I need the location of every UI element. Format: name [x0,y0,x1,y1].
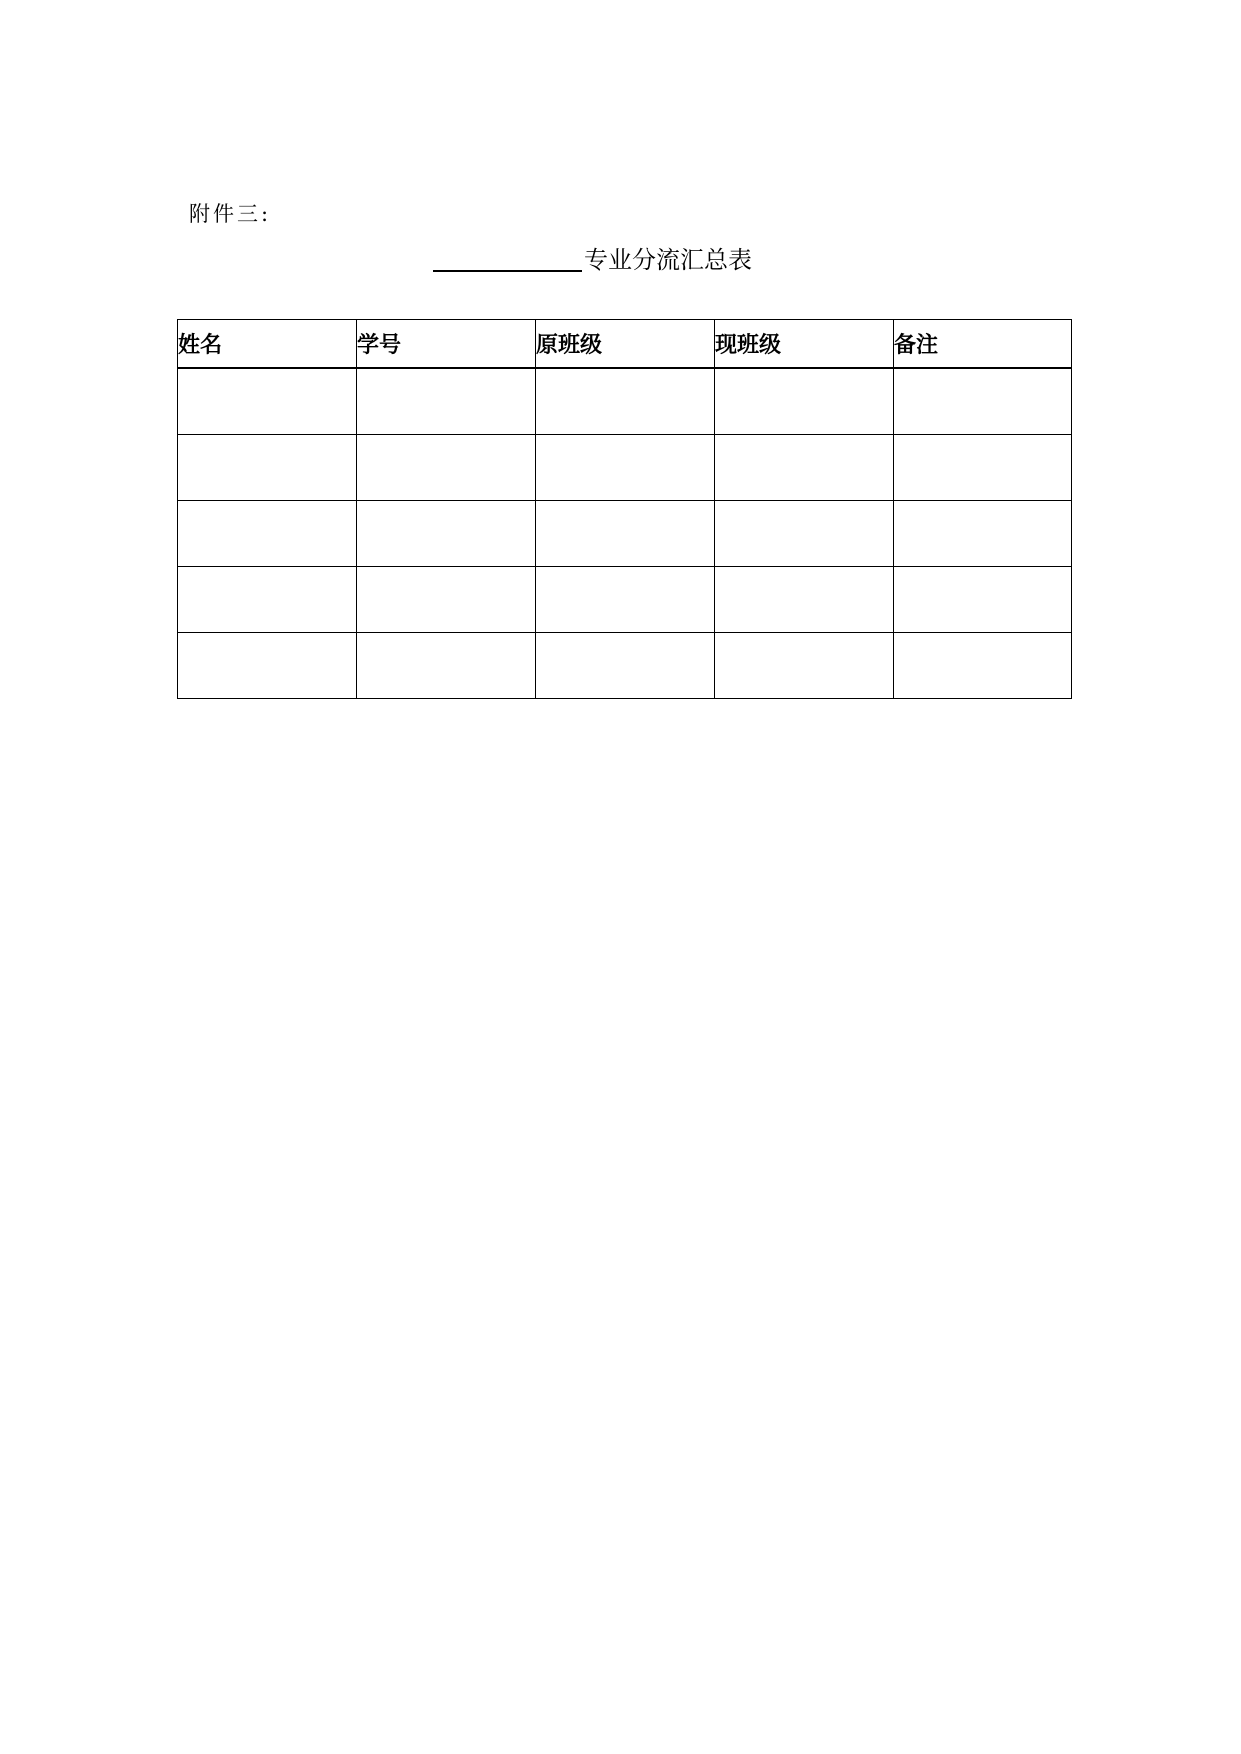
title-blank-line [433,270,582,272]
table-cell [178,567,357,633]
table-cell [536,567,715,633]
table-cell [536,435,715,501]
table-cell [357,435,536,501]
table-cell [715,501,894,567]
table-row [178,368,1072,435]
summary-table [177,319,1072,699]
header-student-id: 学号 [357,320,536,369]
table-header-row [178,320,1072,369]
table-cell [715,435,894,501]
header-remarks: 备注 [894,320,1072,369]
table-cell [894,501,1072,567]
table-cell [178,501,357,567]
table-cell [357,501,536,567]
table-cell [894,633,1072,699]
table-row [178,435,1072,501]
header-name: 姓名 [178,320,357,369]
table-cell [357,633,536,699]
table-cell [715,368,894,435]
table-cell [178,435,357,501]
table-cell [715,633,894,699]
title-text: 专业分流汇总表 [584,246,752,274]
table-cell [715,567,894,633]
header-current-class: 现班级 [715,320,894,369]
table-cell [894,435,1072,501]
table-cell [536,368,715,435]
table-cell [894,567,1072,633]
table-row [178,501,1072,567]
table-cell [536,501,715,567]
table-cell [357,567,536,633]
table-cell [894,368,1072,435]
table-row [178,567,1072,633]
attachment-label: 附件三: [189,202,272,226]
table-cell [357,368,536,435]
table-cell [178,368,357,435]
table-cell [536,633,715,699]
document-title [433,241,752,275]
header-original-class: 原班级 [536,320,715,369]
table-cell [178,633,357,699]
table-row [178,633,1072,699]
